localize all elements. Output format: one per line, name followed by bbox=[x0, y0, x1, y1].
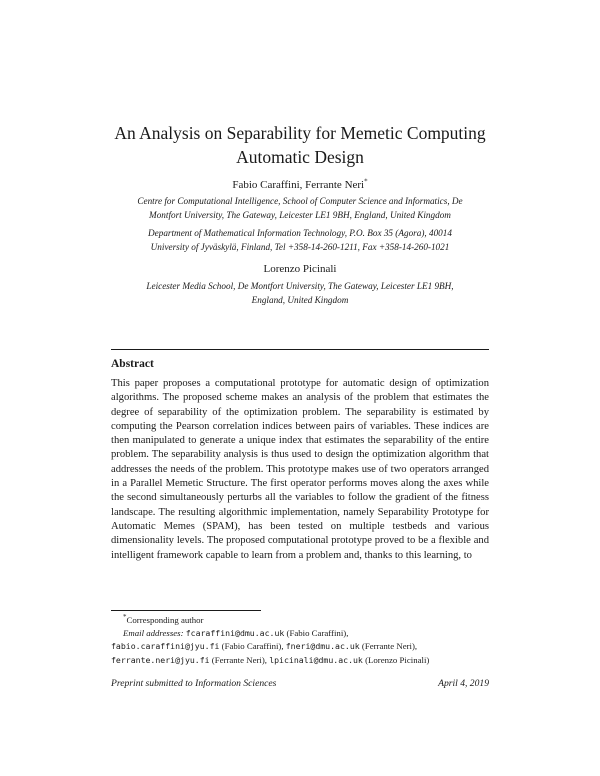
affiliation-3 bbox=[100, 280, 500, 307]
title-line-2: Automatic Design bbox=[236, 147, 364, 167]
abstract-heading: Abstract bbox=[111, 358, 154, 370]
email-link-3[interactable]: fneri@dmu.ac.uk bbox=[285, 641, 360, 652]
affiliation-1-line-2: Montfort University, The Gateway, Leicester LE1 9BH, England, United Kingdom bbox=[149, 209, 451, 220]
footnote-rule bbox=[111, 610, 261, 611]
footnote-emails-line-3 bbox=[111, 654, 489, 667]
author-picinali: Lorenzo Picinali bbox=[263, 263, 337, 275]
email-name-3: (Ferrante Neri), bbox=[361, 641, 418, 652]
affiliation-3-line-2: England, United Kingdom bbox=[251, 294, 349, 305]
author-star: * bbox=[364, 177, 368, 186]
abstract-top-rule bbox=[111, 349, 489, 350]
email-name-1: (Fabio Caraffini), bbox=[286, 628, 349, 639]
footnote-star: * bbox=[123, 613, 127, 622]
corresponding-label: Corresponding author bbox=[126, 615, 204, 625]
affiliation-2-line-2: University of Jyväskylä, Finland, Tel +358-14-260-1211, Fax +358-14-260-1021 bbox=[150, 241, 450, 252]
email-name-2: (Fabio Caraffini), bbox=[221, 641, 284, 652]
affiliation-1-line-1: Centre for Computational Intelligence, School of Computer Science and Informatics, De bbox=[137, 196, 463, 206]
preprint-note: Preprint submitted to Information Sciences bbox=[111, 678, 277, 689]
email-link-5[interactable]: lpicinali@dmu.ac.uk bbox=[269, 654, 363, 665]
email-name-5: (Lorenzo Picinali) bbox=[365, 654, 430, 665]
email-link-4[interactable]: ferrante.neri@jyu.fi bbox=[111, 654, 210, 665]
preprint-date: April 4, 2019 bbox=[438, 678, 489, 689]
footnote-emails-line-2 bbox=[111, 640, 489, 653]
authors-names: Fabio Caraffini, Ferrante Neri bbox=[232, 179, 365, 191]
email-label: Email addresses: bbox=[123, 628, 184, 639]
paper-title bbox=[60, 121, 540, 169]
email-link-2[interactable]: fabio.caraffini@jyu.fi bbox=[111, 641, 220, 652]
footnote-emails-line-1 bbox=[111, 627, 489, 640]
title-line-1: An Analysis on Separability for Memetic Computing bbox=[114, 123, 486, 143]
affiliation-3-line-1: Leicester Media School, De Montfort University, The Gateway, Leicester LE1 9BH, bbox=[146, 281, 454, 291]
abstract-text: This paper proposes a computational prototype for automatic design of optimization algorithms. The proposed scheme makes an analysis of the problem that estimates the degree of separability of the optimization problem. The separability is estimated by computing the Pearson correlation indices between pairs of variables. These indices are then manipulated to generate a unique index that estimates the separability of the entire problem. The separability analysis is thus used to design the optimization algorithm that addresses the needs of the problem. This prototype makes use of two operators arranged in a Parallel Memetic Structure. The first operator performs moves along the axes while the second simultaneously perturbs all the variables to follow the gradient of the fitness landscape. The resulting algorithmic implementation, namely Separability Prototype for Automatic Memes (SPAM), has been tested on multiple testbeds and various dimensionality levels. The proposed computational prototype proved to be a flexible and intelligent framework capable to learn from a problem and, thanks to this learning, to bbox=[111, 378, 489, 561]
author-list-2 bbox=[60, 262, 540, 276]
affiliation-2-line-1: Department of Mathematical Information Technology, P.O. Box 35 (Agora), 40014 bbox=[148, 228, 452, 238]
email-name-4: (Ferrante Neri), bbox=[211, 654, 267, 665]
footnotes bbox=[111, 614, 489, 667]
author-list-1 bbox=[60, 178, 540, 192]
affiliation-1 bbox=[100, 195, 500, 222]
affiliation-2 bbox=[100, 227, 500, 254]
email-link-1[interactable]: fcaraffini@dmu.ac.uk bbox=[185, 628, 285, 639]
footnote-corresponding bbox=[111, 614, 489, 627]
